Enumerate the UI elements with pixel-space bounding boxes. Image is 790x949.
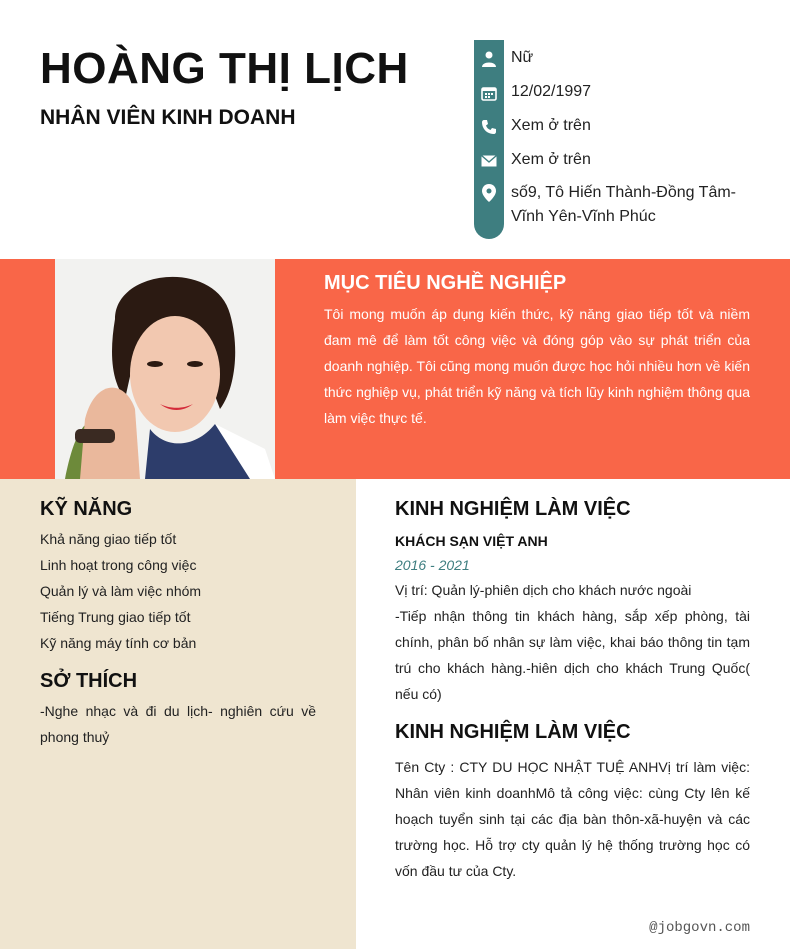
email-value: Xem ở trên <box>511 151 591 168</box>
contact-icon-bar <box>474 40 504 239</box>
objective-text: Tôi mong muốn áp dụng kiến thức, kỹ năng giao tiếp tốt và niềm đam mê để làm tốt công việc và đóng góp vào sự phát triển của doanh nghiệp. Tôi cũng mong muốn được học hỏi nhiều hơn về kiến thức nghiệp vụ, phát triển kỹ năng và tích lũy kinh nghiệm thông qua làm việc thực tế. <box>324 306 750 426</box>
birthdate-value: 12/02/1997 <box>511 83 592 100</box>
hobbies-text: -Nghe nhạc và đi du lịch- nghiên cứu về phong thuỷ <box>40 703 316 745</box>
gender-value: Nữ <box>511 49 534 66</box>
candidate-name: HOÀNG THỊ LỊCH <box>40 44 409 93</box>
person-icon <box>474 49 504 69</box>
skill-item: Linh hoạt trong công việc <box>40 557 197 573</box>
phone-value: Xem ở trên <box>511 117 591 134</box>
hobbies-title: SỞ THÍCH <box>40 670 138 692</box>
skill-item: Kỹ năng máy tính cơ bản <box>40 635 197 651</box>
objective-title: MỤC TIÊU NGHỀ NGHIỆP <box>324 272 567 294</box>
skill-item: Quản lý và làm việc nhóm <box>40 583 202 599</box>
skill-item: Tiếng Trung giao tiếp tốt <box>40 609 191 625</box>
job-title: NHÂN VIÊN KINH DOANH <box>40 106 296 129</box>
calendar-icon <box>474 83 504 103</box>
work-period: 2016 - 2021 <box>395 557 470 573</box>
work-position: Vị trí: Quản lý-phiên dịch cho khách nước ngoài <box>395 582 692 598</box>
experience-title: KINH NGHIỆM LÀM VIỆC <box>395 721 631 743</box>
phone-icon <box>474 117 504 137</box>
company-name: KHÁCH SẠN VIỆT ANH <box>395 533 548 549</box>
skill-item: Khả năng giao tiếp tốt <box>40 531 177 547</box>
skills-title: KỸ NĂNG <box>40 498 133 520</box>
location-icon <box>474 183 504 203</box>
experience-description: -Tiếp nhận thông tin khách hàng, sắp xếp phòng, tài chính, phân bố nhân sự làm việc, khai báo thông tin tạm trú cho khách hàng.-hiên dịch cho khách Trung Quốc( nếu có) <box>395 608 750 702</box>
mail-icon <box>474 151 504 171</box>
experience-description: Tên Cty : CTY DU HỌC NHẬT TUỆ ANHVị trí làm việc: Nhân viên kinh doanhMô tả công việc: cùng Cty lên kế hoạch tuyển sinh tại các địa bàn thôn-xã-huyện và các trường học. Hỗ trợ cty quản lý hệ thống trường học có vốn đầu tư của Cty. <box>395 759 750 879</box>
profile-photo <box>55 259 275 479</box>
address-value: số9, Tô Hiến Thành-Đồng Tâm-Vĩnh Yên-Vĩnh Phúc <box>511 184 737 225</box>
watermark: @jobgovn.com <box>649 920 750 936</box>
experience-title: KINH NGHIỆM LÀM VIỆC <box>395 498 631 520</box>
